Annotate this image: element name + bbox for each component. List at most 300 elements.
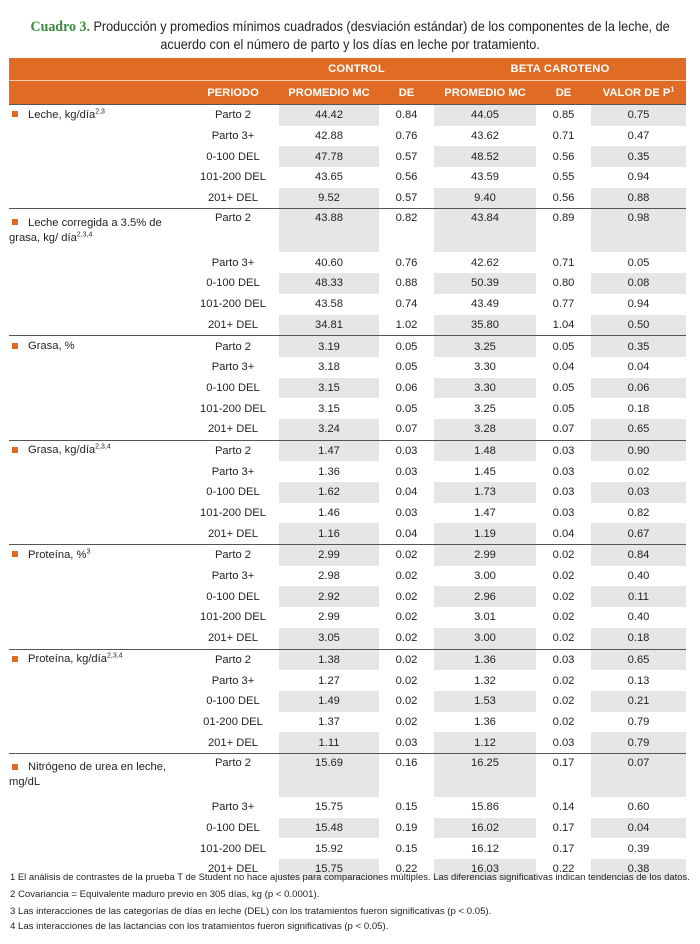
- de-beta-cell: 0.89: [536, 209, 591, 253]
- promedio-beta-cell: 43.49: [471, 298, 499, 311]
- periodo-cell: Parto 3+: [211, 256, 255, 269]
- promedio-beta-cell: 3.01: [474, 611, 496, 624]
- table-row: [9, 628, 686, 649]
- valor-p-cell: 0.03: [591, 482, 686, 503]
- header-row-columns: [9, 81, 686, 105]
- table-row: [9, 440, 686, 461]
- periodo-cell: 201+ DEL: [207, 736, 259, 749]
- promedio-control-cell: 44.42: [279, 105, 379, 126]
- promedio-control-cell: 15.69: [279, 753, 379, 797]
- variable-name: Grasa, kg/día: [28, 444, 96, 457]
- variable-footnote-ref: 3: [86, 548, 91, 556]
- variable-cell-empty: [9, 691, 187, 712]
- bullet-icon: [12, 656, 18, 662]
- promedio-beta-cell: 3.30: [474, 361, 496, 374]
- variable-label: [9, 336, 187, 357]
- de-beta-cell: 0.02: [552, 611, 575, 624]
- table-row: [9, 732, 686, 753]
- valor-p-cell: 0.11: [591, 586, 686, 607]
- caption-text: Producción y promedios mínimos cuadrados (desviación estándar) de los componentes de la leche, de acuerdo con el número de parto y los días en leche por tratamiento.: [93, 19, 670, 52]
- variable-footnote-ref: 2,3,4: [95, 443, 111, 451]
- promedio-beta-cell: 9.40: [434, 188, 536, 209]
- variable-cell-empty: [9, 818, 187, 839]
- promedio-beta-cell: 48.52: [434, 146, 536, 167]
- de-control-cell: 0.03: [395, 507, 418, 520]
- valor-p-cell: 0.40: [627, 570, 650, 583]
- de-beta-cell: 0.22: [552, 863, 575, 876]
- variable-cell-empty: [9, 294, 187, 315]
- promedio-control-cell: 43.65: [315, 171, 343, 184]
- table-row: [9, 105, 686, 126]
- header-blank: [9, 81, 187, 105]
- header-de-control: DE: [379, 81, 434, 105]
- table-caption: [6, 18, 694, 53]
- variable-cell-empty: [9, 838, 187, 859]
- footnote: 1 El análisis de contrastes de la prueba T de Student no hace ajustes para comparaciones múltiples. Las diferencias significativas indican tendencias de los datos.: [10, 872, 690, 883]
- table-row: [9, 691, 686, 712]
- de-beta-cell: 0.71: [552, 256, 575, 269]
- de-control-cell: 0.04: [395, 527, 418, 540]
- de-control-cell: 0.03: [395, 736, 418, 749]
- promedio-control-cell: 1.27: [318, 674, 340, 687]
- de-beta-cell: 0.03: [552, 486, 575, 499]
- promedio-beta-cell: 1.12: [434, 732, 536, 753]
- table-row: [9, 294, 686, 315]
- de-control-cell: 0.76: [395, 130, 418, 143]
- table-row: [9, 545, 686, 566]
- promedio-control-cell: 1.16: [279, 523, 379, 544]
- promedio-control-cell: 1.11: [279, 732, 379, 753]
- valor-p-cell: 0.98: [591, 209, 686, 253]
- table-row: [9, 273, 686, 294]
- header-blank: [9, 58, 187, 81]
- promedio-beta-cell: 3.30: [434, 378, 536, 399]
- de-control-cell: 0.84: [379, 105, 434, 126]
- de-beta-cell: 0.14: [552, 801, 575, 814]
- periodo-cell: Parto 2: [187, 440, 279, 461]
- valor-p-cell: 0.94: [627, 298, 650, 311]
- variable-cell-empty: [9, 712, 187, 733]
- table-row: [9, 252, 686, 273]
- valor-p-cell: 0.75: [591, 105, 686, 126]
- footnote: 3 Las interacciones de las categorías de días en leche (DEL) con los tratamientos fueron significativas (p < 0.05).: [10, 906, 492, 917]
- de-control-cell: 0.06: [395, 381, 418, 394]
- de-beta-cell: 0.56: [552, 192, 575, 205]
- periodo-cell: 0-100 DEL: [206, 381, 260, 394]
- header-row-groups: [9, 58, 686, 81]
- de-beta-cell: 0.71: [552, 130, 575, 143]
- promedio-beta-cell: 3.00: [434, 628, 536, 649]
- valor-p-cell: 0.04: [627, 361, 650, 374]
- promedio-control-cell: 3.18: [318, 361, 340, 374]
- promedio-control-cell: 15.75: [315, 801, 343, 814]
- de-control-cell: 0.05: [379, 336, 434, 357]
- table-row: [9, 818, 686, 839]
- promedio-control-cell: 1.38: [279, 649, 379, 670]
- promedio-control-cell: 3.24: [279, 419, 379, 440]
- periodo-cell: 101-200 DEL: [200, 402, 266, 415]
- variable-label: [9, 440, 187, 461]
- promedio-control-cell: 1.36: [318, 465, 340, 478]
- periodo-cell: 201+ DEL: [207, 318, 259, 331]
- header-promedio-control: PROMEDIO MC: [279, 81, 379, 105]
- periodo-cell: 0-100 DEL: [206, 150, 260, 163]
- de-beta-cell: 0.80: [552, 277, 575, 290]
- promedio-beta-cell: 1.47: [474, 507, 496, 520]
- promedio-beta-cell: 1.19: [434, 523, 536, 544]
- variable-label: [9, 649, 187, 670]
- promedio-control-cell: 2.99: [318, 611, 340, 624]
- promedio-control-cell: 1.62: [279, 482, 379, 503]
- promedio-beta-cell: 16.02: [434, 818, 536, 839]
- variable-cell-empty: [9, 378, 187, 399]
- valor-p-cell: 0.90: [591, 440, 686, 461]
- footnote: 4 Las interacciones de las lactancias con los tratamientos fueron significativas (p < 0.05).: [10, 921, 389, 932]
- promedio-beta-cell: 16.25: [434, 753, 536, 797]
- periodo-cell: 201+ DEL: [207, 527, 259, 540]
- de-beta-cell: 0.03: [552, 736, 575, 749]
- periodo-cell: 101-200 DEL: [200, 611, 266, 624]
- promedio-beta-cell: 1.73: [434, 482, 536, 503]
- variable-cell-empty: [9, 670, 187, 691]
- promedio-beta-cell: 50.39: [434, 273, 536, 294]
- promedio-control-cell: 34.81: [279, 315, 379, 336]
- valor-p-cell: 0.40: [627, 611, 650, 624]
- bullet-icon: [12, 219, 18, 225]
- table-row: [9, 357, 686, 378]
- variable-cell-empty: [9, 732, 187, 753]
- periodo-cell: 101-200 DEL: [200, 171, 266, 184]
- de-beta-cell: 0.02: [552, 570, 575, 583]
- periodo-cell: 0-100 DEL: [206, 695, 260, 708]
- variable-label: [9, 753, 187, 797]
- de-beta-cell: 0.17: [552, 821, 575, 834]
- variable-cell-empty: [9, 252, 187, 273]
- de-control-cell: 0.02: [379, 545, 434, 566]
- promedio-beta-cell: 44.05: [434, 105, 536, 126]
- periodo-cell: 201+ DEL: [207, 863, 259, 876]
- de-beta-cell: 0.02: [536, 545, 591, 566]
- variable-cell-empty: [9, 586, 187, 607]
- variable-cell-empty: [9, 398, 187, 419]
- bullet-icon: [12, 111, 18, 117]
- promedio-beta-cell: 43.59: [471, 171, 499, 184]
- table-row: [9, 419, 686, 440]
- de-control-cell: 0.19: [395, 821, 418, 834]
- variable-name: Proteína, %: [28, 548, 87, 561]
- valor-p-cell: 0.02: [627, 465, 650, 478]
- promedio-control-cell: 40.60: [315, 256, 343, 269]
- de-beta-cell: 1.04: [552, 318, 575, 331]
- valor-p-cell: 0.18: [627, 402, 650, 415]
- de-beta-cell: 0.17: [536, 753, 591, 797]
- table-row: [9, 566, 686, 587]
- promedio-beta-cell: 16.03: [434, 859, 536, 880]
- de-beta-cell: 0.04: [552, 527, 575, 540]
- variable-name: Nitrógeno de urea en leche, mg/dL: [9, 761, 167, 789]
- de-beta-cell: 0.03: [552, 507, 575, 520]
- de-control-cell: 0.76: [395, 256, 418, 269]
- table-row: [9, 523, 686, 544]
- promedio-control-cell: 2.99: [279, 545, 379, 566]
- promedio-beta-cell: 43.62: [471, 130, 499, 143]
- valor-p-cell: 0.84: [591, 545, 686, 566]
- periodo-cell: Parto 3+: [211, 465, 255, 478]
- promedio-control-cell: 9.52: [279, 188, 379, 209]
- promedio-control-cell: 48.33: [279, 273, 379, 294]
- valor-p-cell: 0.13: [627, 674, 650, 687]
- de-beta-cell: 0.02: [552, 715, 575, 728]
- bullet-icon: [12, 551, 18, 557]
- de-control-cell: 0.02: [379, 649, 434, 670]
- table-row: [9, 146, 686, 167]
- de-beta-cell: 0.07: [552, 423, 575, 436]
- variable-cell-empty: [9, 126, 187, 147]
- periodo-cell: Parto 2: [187, 545, 279, 566]
- periodo-cell: 0-100 DEL: [206, 277, 260, 290]
- variable-cell-empty: [9, 188, 187, 209]
- table-row: [9, 167, 686, 188]
- promedio-beta-cell: 3.25: [474, 402, 496, 415]
- periodo-cell: Parto 2: [187, 336, 279, 357]
- de-control-cell: 0.57: [395, 150, 418, 163]
- variable-cell-empty: [9, 566, 187, 587]
- footnote: 2 Covariancia = Equivalente maduro previo en 305 días, kg (p < 0.0001).: [10, 889, 320, 900]
- de-control-cell: 0.02: [395, 590, 418, 603]
- variable-footnote-ref: 2,3,4: [107, 652, 123, 660]
- table-row: [9, 482, 686, 503]
- periodo-cell: 201+ DEL: [207, 192, 259, 205]
- table-row: [9, 797, 686, 818]
- promedio-beta-cell: 3.28: [434, 419, 536, 440]
- periodo-cell: 0-100 DEL: [206, 590, 260, 603]
- de-control-cell: 0.16: [379, 753, 434, 797]
- variable-name: Leche, kg/día: [28, 108, 96, 121]
- periodo-cell: Parto 3+: [211, 130, 255, 143]
- periodo-cell: Parto 3+: [211, 570, 255, 583]
- header-control: CONTROL: [279, 58, 434, 81]
- de-control-cell: 0.02: [395, 570, 418, 583]
- valor-p-cell: 0.35: [591, 146, 686, 167]
- de-control-cell: 0.57: [395, 192, 418, 205]
- promedio-beta-cell: 1.53: [434, 691, 536, 712]
- bullet-icon: [12, 447, 18, 453]
- valor-p-cell: 0.21: [591, 691, 686, 712]
- promedio-control-cell: 47.78: [279, 146, 379, 167]
- promedio-beta-cell: 16.12: [471, 842, 499, 855]
- promedio-control-cell: 1.37: [318, 715, 340, 728]
- promedio-beta-cell: 1.48: [434, 440, 536, 461]
- promedio-control-cell: 2.98: [318, 570, 340, 583]
- periodo-cell: 0-100 DEL: [206, 821, 260, 834]
- de-control-cell: 0.15: [395, 842, 418, 855]
- promedio-control-cell: 3.05: [279, 628, 379, 649]
- valor-p-cell: 0.88: [591, 188, 686, 209]
- de-beta-cell: 0.04: [552, 361, 575, 374]
- promedio-control-cell: 15.48: [279, 818, 379, 839]
- valor-p-cell: 0.79: [591, 732, 686, 753]
- table-row: [9, 209, 686, 253]
- de-control-cell: 0.82: [379, 209, 434, 253]
- de-beta-cell: 0.77: [552, 298, 575, 311]
- promedio-beta-cell: 2.96: [434, 586, 536, 607]
- periodo-cell: Parto 2: [187, 209, 279, 253]
- variable-name: Leche corregida a 3.5% de grasa, kg/ día: [9, 216, 162, 244]
- caption-label: Cuadro 3.: [30, 19, 90, 35]
- valor-p-cell: 0.67: [591, 523, 686, 544]
- table-row: [9, 670, 686, 691]
- de-beta-cell: 0.55: [552, 171, 575, 184]
- bullet-icon: [12, 343, 18, 349]
- valor-p-cell: 0.39: [627, 842, 650, 855]
- promedio-beta-cell: 1.36: [474, 715, 496, 728]
- de-control-cell: 0.04: [395, 486, 418, 499]
- periodo-cell: Parto 3+: [211, 674, 255, 687]
- variable-cell-empty: [9, 357, 187, 378]
- table-row: [9, 753, 686, 797]
- promedio-beta-cell: 43.84: [434, 209, 536, 253]
- de-beta-cell: 0.03: [536, 649, 591, 670]
- table-row: [9, 378, 686, 399]
- valor-p-cell: 0.65: [591, 649, 686, 670]
- periodo-cell: 0-100 DEL: [206, 486, 260, 499]
- periodo-cell: 201+ DEL: [207, 632, 259, 645]
- promedio-control-cell: 2.92: [279, 586, 379, 607]
- table-row: [9, 712, 686, 733]
- header-promedio-beta: PROMEDIO MC: [434, 81, 536, 105]
- valor-p-cell: 0.04: [591, 818, 686, 839]
- valor-p-cell: 0.50: [591, 315, 686, 336]
- periodo-cell: 01-200 DEL: [203, 715, 263, 728]
- variable-cell-empty: [9, 628, 187, 649]
- variable-cell-empty: [9, 503, 187, 524]
- table-row: [9, 126, 686, 147]
- table-row: [9, 315, 686, 336]
- variable-cell-empty: [9, 419, 187, 440]
- variable-cell-empty: [9, 607, 187, 628]
- de-control-cell: 0.15: [395, 801, 418, 814]
- periodo-cell: Parto 3+: [211, 801, 255, 814]
- periodo-cell: 101-200 DEL: [200, 298, 266, 311]
- periodo-cell: Parto 2: [187, 649, 279, 670]
- de-control-cell: 0.56: [395, 171, 418, 184]
- variable-cell-empty: [9, 273, 187, 294]
- de-control-cell: 0.88: [395, 277, 418, 290]
- table-row: [9, 649, 686, 670]
- de-control-cell: 0.02: [395, 715, 418, 728]
- header-valor-p: VALOR DE $P^1$: [591, 81, 686, 105]
- periodo-cell: 101-200 DEL: [200, 842, 266, 855]
- variable-cell-empty: [9, 523, 187, 544]
- de-beta-cell: 0.02: [552, 590, 575, 603]
- promedio-beta-cell: 3.00: [474, 570, 496, 583]
- promedio-beta-cell: 1.45: [474, 465, 496, 478]
- valor-p-cell: 0.82: [627, 507, 650, 520]
- promedio-beta-cell: 2.99: [434, 545, 536, 566]
- variable-cell-empty: [9, 797, 187, 818]
- de-beta-cell: 0.56: [552, 150, 575, 163]
- header-de-beta: DE: [536, 81, 591, 105]
- de-control-cell: 0.74: [395, 298, 418, 311]
- promedio-control-cell: 3.15: [318, 402, 340, 415]
- de-control-cell: 0.22: [395, 863, 418, 876]
- variable-cell-empty: [9, 482, 187, 503]
- promedio-control-cell: 43.58: [315, 298, 343, 311]
- variable-label: [9, 545, 187, 566]
- valor-p-cell: 0.79: [627, 715, 650, 728]
- periodo-cell: Parto 2: [187, 753, 279, 797]
- promedio-control-cell: 43.88: [279, 209, 379, 253]
- table-row: [9, 461, 686, 482]
- de-beta-cell: 0.17: [552, 842, 575, 855]
- de-beta-cell: 0.03: [552, 465, 575, 478]
- variable-cell-empty: [9, 167, 187, 188]
- valor-p-cell: 0.94: [627, 171, 650, 184]
- de-control-cell: 0.05: [395, 402, 418, 415]
- promedio-control-cell: 3.19: [279, 336, 379, 357]
- table-row: [9, 398, 686, 419]
- de-control-cell: 0.02: [395, 611, 418, 624]
- valor-p-cell: 0.08: [591, 273, 686, 294]
- data-table: [9, 58, 686, 880]
- de-beta-cell: 0.02: [552, 632, 575, 645]
- promedio-beta-cell: 15.86: [471, 801, 499, 814]
- periodo-cell: 101-200 DEL: [200, 507, 266, 520]
- de-beta-cell: 0.02: [552, 674, 575, 687]
- promedio-control-cell: 15.75: [279, 859, 379, 880]
- de-beta-cell: 0.05: [536, 336, 591, 357]
- de-beta-cell: 0.03: [536, 440, 591, 461]
- valor-p-cell: 0.65: [591, 419, 686, 440]
- table-row: [9, 586, 686, 607]
- promedio-beta-cell: 3.25: [434, 336, 536, 357]
- variable-label: [9, 209, 187, 253]
- variable-name: Proteína, kg/día: [28, 653, 107, 666]
- variable-label: [9, 105, 187, 126]
- variable-cell-empty: [9, 461, 187, 482]
- promedio-control-cell: 3.15: [279, 378, 379, 399]
- header-beta-caroteno: BETA CAROTENO: [434, 58, 686, 81]
- valor-p-cell: 0.07: [591, 753, 686, 797]
- promedio-beta-cell: 1.32: [474, 674, 496, 687]
- promedio-control-cell: 1.46: [318, 507, 340, 520]
- bullet-icon: [12, 764, 18, 770]
- table-row: [9, 503, 686, 524]
- de-control-cell: 0.07: [395, 423, 418, 436]
- header-periodo: PERIODO: [187, 81, 279, 105]
- de-control-cell: 0.03: [379, 440, 434, 461]
- promedio-control-cell: 1.47: [279, 440, 379, 461]
- de-control-cell: 0.02: [395, 695, 418, 708]
- de-control-cell: 1.02: [395, 318, 418, 331]
- variable-cell-empty: [9, 315, 187, 336]
- valor-p-cell: 0.47: [627, 130, 650, 143]
- promedio-control-cell: 1.49: [279, 691, 379, 712]
- valor-p-cell: 0.06: [591, 378, 686, 399]
- de-control-cell: 0.03: [395, 465, 418, 478]
- periodo-cell: Parto 2: [187, 105, 279, 126]
- de-control-cell: 0.02: [395, 632, 418, 645]
- table-row: [9, 607, 686, 628]
- de-control-cell: 0.02: [395, 674, 418, 687]
- promedio-control-cell: 15.92: [315, 842, 343, 855]
- periodo-cell: 201+ DEL: [207, 423, 259, 436]
- valor-p-cell: 0.35: [591, 336, 686, 357]
- promedio-beta-cell: 1.36: [434, 649, 536, 670]
- header-blank: [187, 58, 279, 81]
- variable-name: Grasa, %: [28, 340, 75, 353]
- table-row: [9, 188, 686, 209]
